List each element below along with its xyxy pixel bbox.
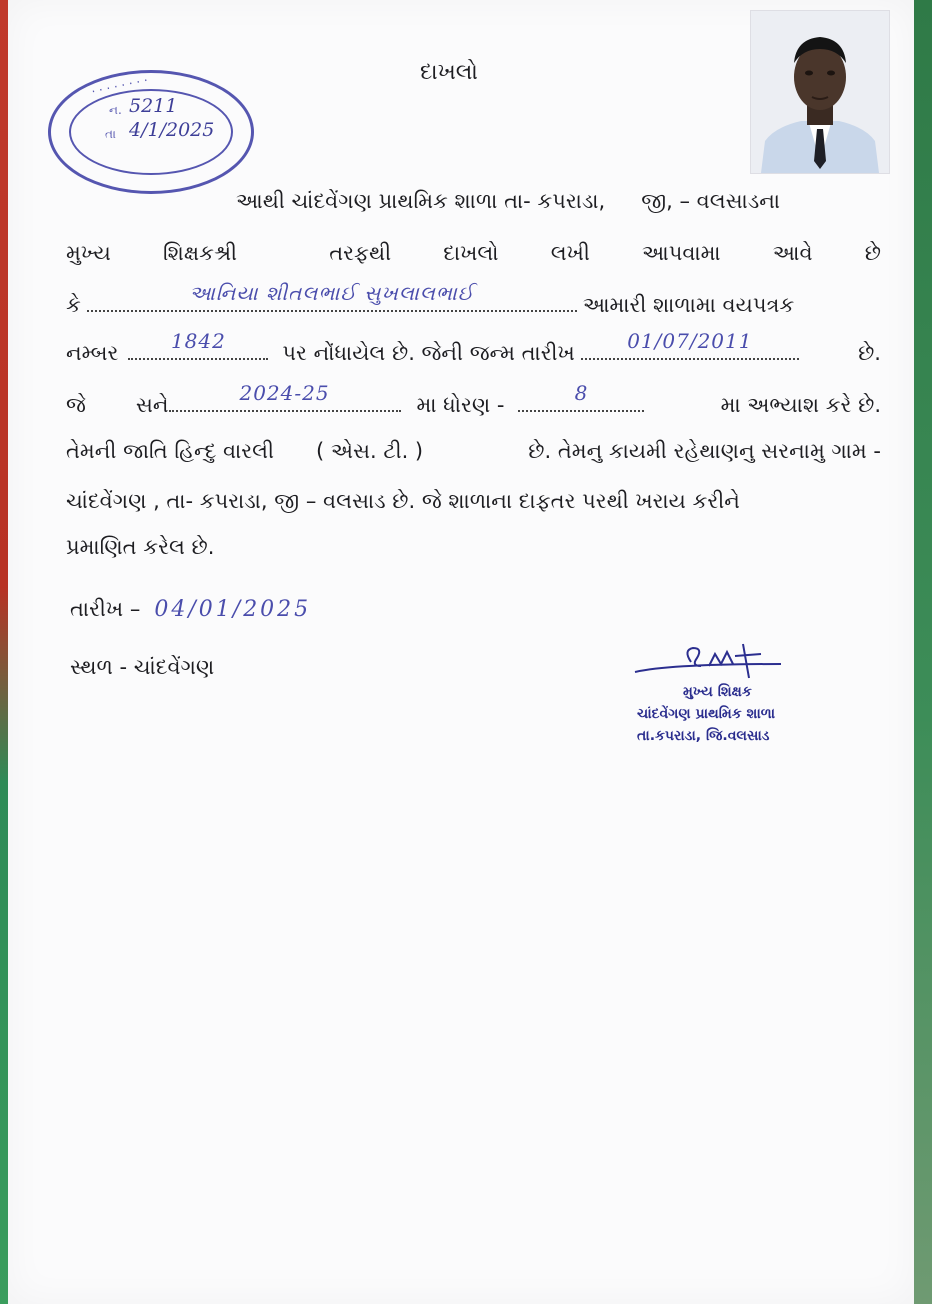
line-3: [66, 281, 881, 320]
certificate-paper: [8, 0, 914, 1304]
line-2-word: છે: [864, 241, 881, 265]
stamp-date: 4/1/2025: [129, 119, 215, 141]
line-2-word: દાખલો: [443, 241, 499, 265]
line-2: [66, 238, 881, 268]
line-3-prefix: કે: [66, 293, 81, 317]
line-7: [66, 486, 881, 516]
line-5: [66, 381, 881, 420]
student-name: આનિયા શીતલભાઈ સુખલાલભાઈ: [189, 281, 475, 305]
line-5-end: મા અભ્યાશ કરે છે.: [720, 393, 881, 417]
line-6-category: ( એસ. ટી. ): [315, 439, 424, 463]
signature-address: તા.કપરાડા, જિ.વલસાડ: [637, 728, 770, 744]
student-photo: [750, 10, 890, 174]
line-4-end: છે.: [858, 341, 881, 365]
register-number-field: [128, 329, 268, 360]
line-1: [236, 186, 881, 216]
standard: 8: [574, 381, 589, 405]
academic-year: 2024-25: [239, 381, 330, 405]
line-2-word: મુખ્ય: [66, 241, 111, 265]
birth-date: 01/07/2011: [627, 329, 753, 353]
line-3-suffix: આમારી શાળામા વયપત્રક: [582, 293, 795, 317]
standard-field: [518, 381, 644, 412]
line-6-end: છે. તેમનુ કાયમી રહેથાણનુ સરનામુ ગામ -: [528, 439, 881, 463]
line-4: [66, 329, 881, 368]
signature-designation: મુખ્ય શિક્ષક: [683, 684, 752, 700]
student-portrait-image: [751, 11, 889, 173]
line-6: [66, 436, 881, 466]
student-name-field: [87, 281, 577, 312]
line-8: [66, 532, 881, 562]
stamp-number: 5211: [129, 95, 178, 117]
signature-school: ચાંદવેંગણ પ્રાથમિક શાળા: [637, 706, 776, 722]
line-4-middle: પર નોંધાયેલ છે. જેની જન્મ તારીખ: [282, 341, 575, 365]
date-label: તારીખ –: [70, 597, 141, 621]
line-2-word: લખી: [550, 241, 590, 265]
place-label: સ્થળ - ચાંદવેંગણ: [70, 655, 215, 679]
line-5-sane: સને: [135, 393, 169, 417]
date-line: [70, 594, 885, 625]
principal-signature-block: [623, 640, 833, 760]
document-title: દાખલો: [420, 60, 478, 85]
line-5-middle: મા ધોરણ -: [416, 393, 505, 417]
line-2-word: શિક્ષકશ્રી: [162, 241, 238, 265]
signature-scribble: [631, 640, 791, 686]
line-7-text: ચાંદવેંગણ , તા- કપરાડા, જી – વલસાડ છે. જે શાળાના દાફતર પરથી ખરાય કરીને: [66, 489, 740, 513]
line-5-prefix: જે: [66, 393, 86, 417]
school-stamp: · · · · · · · · ન. તા 5211 4/1/2025: [48, 70, 254, 194]
date-value: 04/01/2025: [154, 597, 312, 622]
line-1-district: જી, – વલસાડના: [641, 189, 781, 213]
line-4-prefix: નમ્બર: [66, 341, 119, 365]
line-8-text: પ્રમાણિત કરેલ છે.: [66, 535, 215, 559]
register-number: 1842: [170, 329, 226, 353]
year-field: [169, 381, 401, 412]
line-2-word: તરફથી: [329, 241, 392, 265]
line-2-word: આપવામા: [642, 241, 721, 265]
line-2-word: આવે: [772, 241, 813, 265]
line-6-caste: તેમની જાતિ હિન્દુ વારલી: [66, 439, 274, 463]
line-1-text: આથી ચાંદવેંગણ પ્રાથમિક શાળા તા- કપરાડા,: [236, 189, 606, 213]
birth-date-field: [581, 329, 799, 360]
